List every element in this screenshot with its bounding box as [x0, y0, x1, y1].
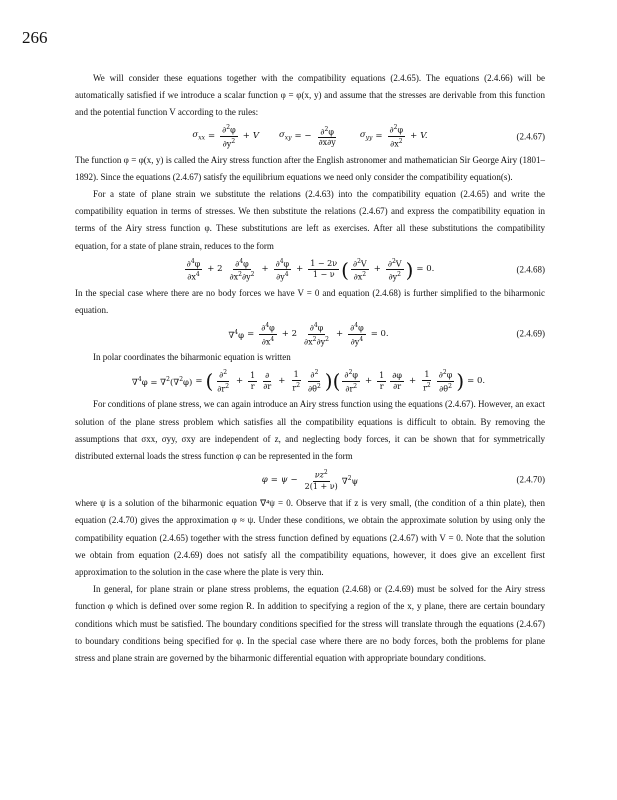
paragraph-7: where ψ is a solution of the biharmonic equation ∇⁴ψ = 0. Observe that if z is very small, (the condition of a thin plate), then equation (2.4.70) gives the approximation φ ≈ ψ. Under these conditions, we obtain the approximate solution by using only the compatibility equation (2.4.65) together with the stress function defined by equations (2.4.67) with V = 0. Note that the solution we obtain from equation (2.4.69) does not satisfy all the compatibility equations, however, it does give an excellent first approximation to the solution in the case where the plate is very thin. — [75, 498, 545, 578]
paragraph-5: In polar coordinates the biharmonic equation is written — [93, 352, 291, 363]
equation-number: (2.4.69) — [516, 328, 545, 339]
paragraph-1: We will consider these equations together with the compatibility equations (2.4.65). The equations (2.4.66) will be automatically satisfied if we introduce a scalar function φ = φ(x, y) and assume that the stresses are derivable from this function and the potential function V according to the rules: — [75, 73, 545, 118]
paragraph-8: In general, for plane strain or plane stress problems, the equation (2.4.68) or (2.4.69) must be solved for the Airy stress function φ which is defined over some region R. In addition to specifying a region of the x, y plane, there are certain boundary conditions which must be satisfied. The boundary conditions specified for the stress will translate through the equations (2.4.67) to boundary conditions being specified for φ. In the special case where there are no body forces, both the problems for plane stress and plane strain are governed by the biharmonic differential equation with appropriate boundary conditions. — [75, 584, 545, 664]
page-number: 266 — [22, 28, 48, 47]
equation-biharmonic-polar: ∇$^4$φ = ∇$^2$(∇$^2$φ) = ( $\frac{\partial^2}{\partial r^2}$ + $\frac{1}{r}$ $\frac{\partial}{\partial r}$ + $\frac{1}{r^2}$ $\frac{\partial^2}{\partial\theta^2}$ ) ( $\frac{\partial^2\varphi}{\partial r^2}$ + $\frac{1}{r}$ $\frac{\partial\varphi}{\partial r}$ + $\frac{1}{r^2}$ $\frac{\partial^2\varphi}{\partial\theta^2}$ ) = 0. — [131, 369, 486, 394]
paragraph-4: In the special case where there are no body forces we have V = 0 and equation (2.4.68) is further simplified to the biharmonic equation. — [75, 287, 545, 316]
equation-number: (2.4.67) — [516, 131, 545, 142]
paragraph-6: For conditions of plane stress, we can again introduce an Airy stress function using the equations (2.4.67). However, an exact solution of the plane stress problem which satisfies all the compatibility equations is difficult to obtain. By removing the assumptions that σxx, σyy, σxy are independent of z, and neglecting body forces, it can be shown that for symmetrically distributed external loads the stress function φ can be represented in the form — [75, 399, 545, 462]
equation-2-4-70: φ = ψ − $\frac{\nu z^2}{2(1 + \nu)}$ ∇$^2$ψ (2.4.70) — [261, 469, 545, 492]
equation-number: (2.4.68) — [516, 264, 545, 275]
paragraph-2: The function φ = φ(x, y) is called the Airy stress function after the English astronomer and mathematician Sir George Airy (1801–1892). Since the equations (2.4.67) satisfy the equilibrium equations we need only consider the compatibility equation(s). — [75, 154, 545, 182]
equation-2-4-69: ∇$^4$φ = $\frac{\partial^4\varphi}{\partial x^4}$ + 2 $\frac{\partial^4\varphi}{\partial x^2\partial y^2}$ + $\frac{\partial^4\varphi}{\partial y^4}$ = 0. (2.4.69) — [228, 322, 545, 347]
equation-2-4-68: $\frac{\partial^4\varphi}{\partial x^4}$ + 2 $\frac{\partial^4\varphi}{\partial x^2\partial y^2}$ + $\frac{\partial^4\varphi}{\partial y^4}$ + $\frac{1 - 2\nu}{1 - \nu}$ ( $\frac{\partial^2V}{\partial x^2}$ + $\frac{\partial^2V}{\partial y^2}$ ) = 0. (2.4.68) — [186, 257, 545, 282]
equation-number: (2.4.70) — [516, 474, 545, 485]
page-content — [75, 70, 545, 667]
paragraph-3: For a state of plane strain we substitute the relations (2.4.63) into the compatibility equation (2.4.65) and write the compatibility equation in terms of stresses. We then substitute the relations (2.4.67) and express the compatibility equation in terms of the Airy stress function φ. These substitutions are left as exercises. After all these substitutions the compatibility equation, for a state of plane strain, reduces to the form — [75, 189, 545, 251]
equation-2-4-67: $\sigma_{xx}$ = $\frac{\partial^2\varphi}{\partial y^2}$ + V $\sigma_{xy}$ = − $\frac{\partial^2\varphi}{\partial x\partial y}$ $\sigma_{yy}$ = $\frac{\partial^2\varphi}{\partial x^2}$ + V. (2.4.67) — [192, 124, 545, 149]
